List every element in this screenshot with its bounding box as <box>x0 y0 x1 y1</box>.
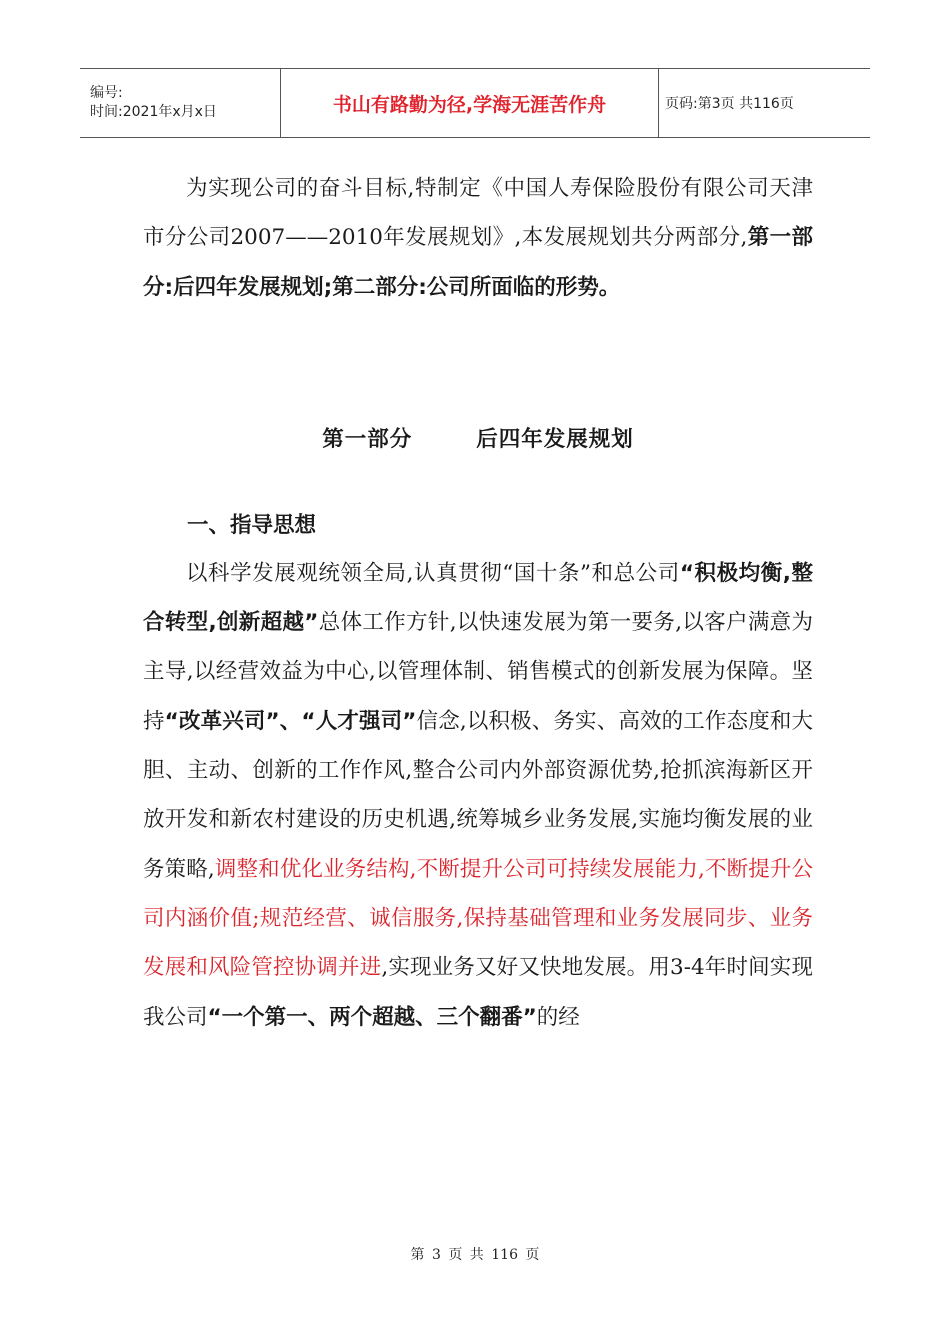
page-footer: 第 3 页 共 116 页 <box>410 1247 540 1263</box>
number-label: 编号: <box>90 85 123 101</box>
para-bold-2: “改革兴司”、“人才强司” <box>164 708 417 734</box>
para-bold-3: “一个第一、两个超越、三个翻番” <box>207 1004 537 1030</box>
section-heading: 一、指导思想 <box>187 512 317 538</box>
para-text-5: 的经 <box>536 1004 580 1030</box>
date-label: 时间:2021年x月x日 <box>90 104 217 120</box>
part-one-label: 第一部分 <box>322 426 413 452</box>
header-meta <box>80 69 281 137</box>
header-motto: 书山有路勤为径,学海无涯苦作舟 <box>281 69 659 137</box>
page-header <box>80 68 870 138</box>
intro-text: 为实现公司的奋斗目标,特制定《中国人寿保险股份有限公司天津市分公司2007——2010年发展规划》,本发展规划共分两部分, <box>143 176 813 251</box>
para-text-1: 以科学发展观统领全局,认真贯彻“国十条”和总公司 <box>186 560 680 586</box>
para-bold-1: “积极均衡,整合转型,创新超越” <box>143 560 813 636</box>
para-red-1: 调整和优化业务结构,不断提升公司可持续发展能力,不断提升公司内涵价值;规范经营、诚信服务,保持基础管理和业务发展同步、业务发展和风险管控协调并进 <box>143 856 814 981</box>
header-page-label: 页码:第3页 共116页 <box>665 96 794 112</box>
para-text-2: 总体工作方针,以快速发展为第一要务,以客户满意为主导,以经营效益为中心,以管理体制、销售模式的创新发展为保障。坚持 <box>143 610 813 734</box>
part-one-title <box>143 422 813 453</box>
intro-paragraph <box>143 164 813 312</box>
para-text-3: 信念,以积极、务实、高效的工作态度和大胆、主动、创新的工作作风,整合公司内外部资源优势,抢抓滨海新区开放开发和新农村建设的历史机遇,统筹城乡业务发展,实施均衡发展的业务策略, <box>143 708 813 882</box>
para-text-4: ,实现业务又好又快地发展。用3-4年时间实现我公司 <box>143 955 813 1030</box>
document-body <box>143 164 813 1042</box>
part-one-name: 后四年发展规划 <box>476 426 634 452</box>
guiding-paragraph <box>143 549 813 1042</box>
intro-bold: 第一部分:后四年发展规划;第二部分:公司所面临的形势。 <box>143 225 813 300</box>
